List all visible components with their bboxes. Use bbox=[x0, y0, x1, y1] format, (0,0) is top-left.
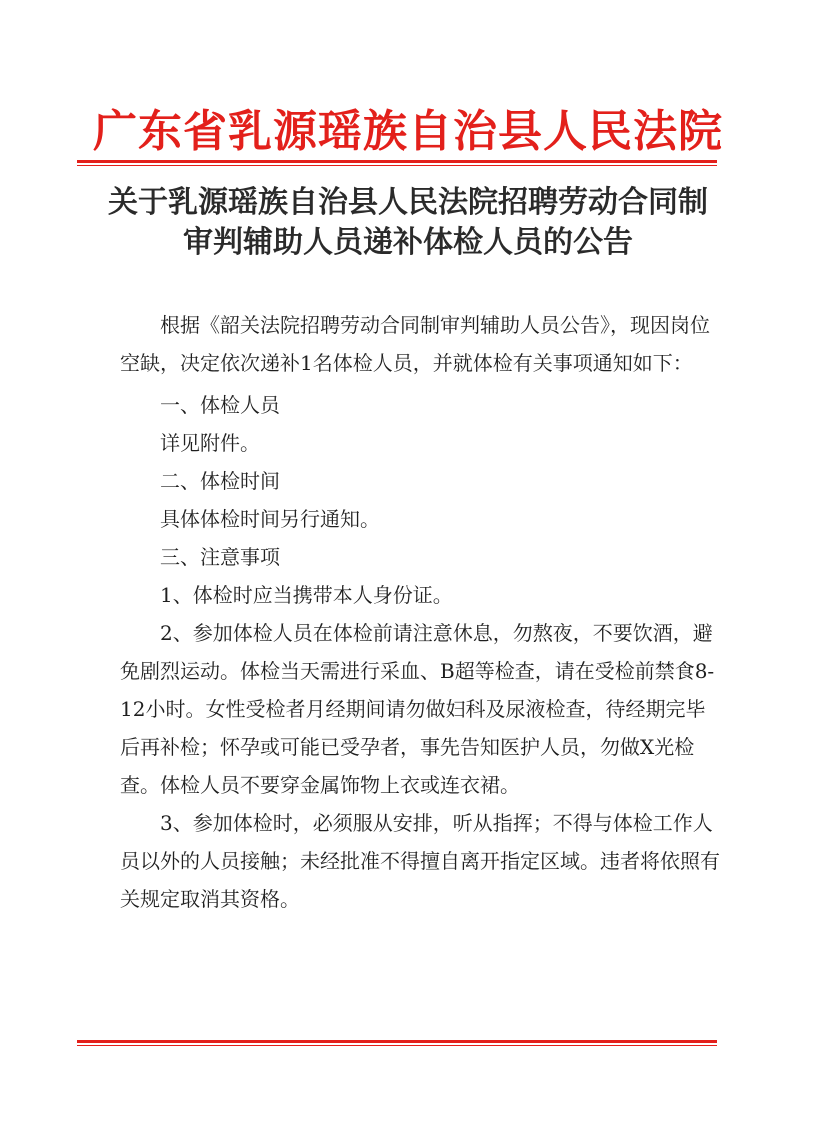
notice-body bbox=[120, 306, 720, 918]
notice-title bbox=[0, 183, 816, 263]
section-content-exam-time: 具体体检时间另行通知。 bbox=[160, 507, 380, 531]
divider-thin-line bbox=[77, 165, 717, 166]
section-content-examinees: 详见附件。 bbox=[160, 431, 260, 455]
court-masthead: 广东省乳源瑶族自治县人民法院 bbox=[93, 106, 723, 157]
footer-divider-rule bbox=[77, 1040, 717, 1046]
masthead-divider-rule bbox=[77, 160, 717, 166]
footer-thick-line bbox=[77, 1040, 717, 1043]
intro-paragraph: 根据《韶关法院招聘劳动合同制审判辅助人员公告》，现因岗位空缺，决定依次递补1名体检人员，并就体检有关事项通知如下： bbox=[120, 313, 710, 375]
section-heading-precautions: 三、注意事项 bbox=[160, 545, 280, 569]
divider-thick-line bbox=[77, 160, 717, 163]
precaution-item-1: 1、体检时应当携带本人身份证。 bbox=[160, 583, 453, 607]
section-heading-exam-time: 二、体检时间 bbox=[160, 469, 280, 493]
notice-title-line-2: 审判辅助人员递补体检人员的公告 bbox=[183, 225, 633, 260]
section-heading-examinees: 一、体检人员 bbox=[160, 393, 280, 417]
precaution-item-2: 2、参加体检人员在体检前请注意休息，勿熬夜，不要饮酒，避免剧烈运动。体检当天需进行采血、B超等检查，请在受检前禁食8-12小时。女性受检者月经期间请勿做妇科及尿液检查，待经期完毕后再补检；怀孕或可能已受孕者，事先告知医护人员，勿做X光检查。体检人员不要穿金属饰物上衣或连衣裙。 bbox=[120, 621, 715, 797]
notice-title-line-1: 关于乳源瑶族自治县人民法院招聘劳动合同制 bbox=[108, 185, 708, 220]
precaution-item-3: 3、参加体检时，必须服从安排，听从指挥；不得与体检工作人员以外的人员接触；未经批准不得擅自离开指定区域。违者将依照有关规定取消其资格。 bbox=[120, 811, 720, 911]
footer-thin-line bbox=[77, 1045, 717, 1046]
